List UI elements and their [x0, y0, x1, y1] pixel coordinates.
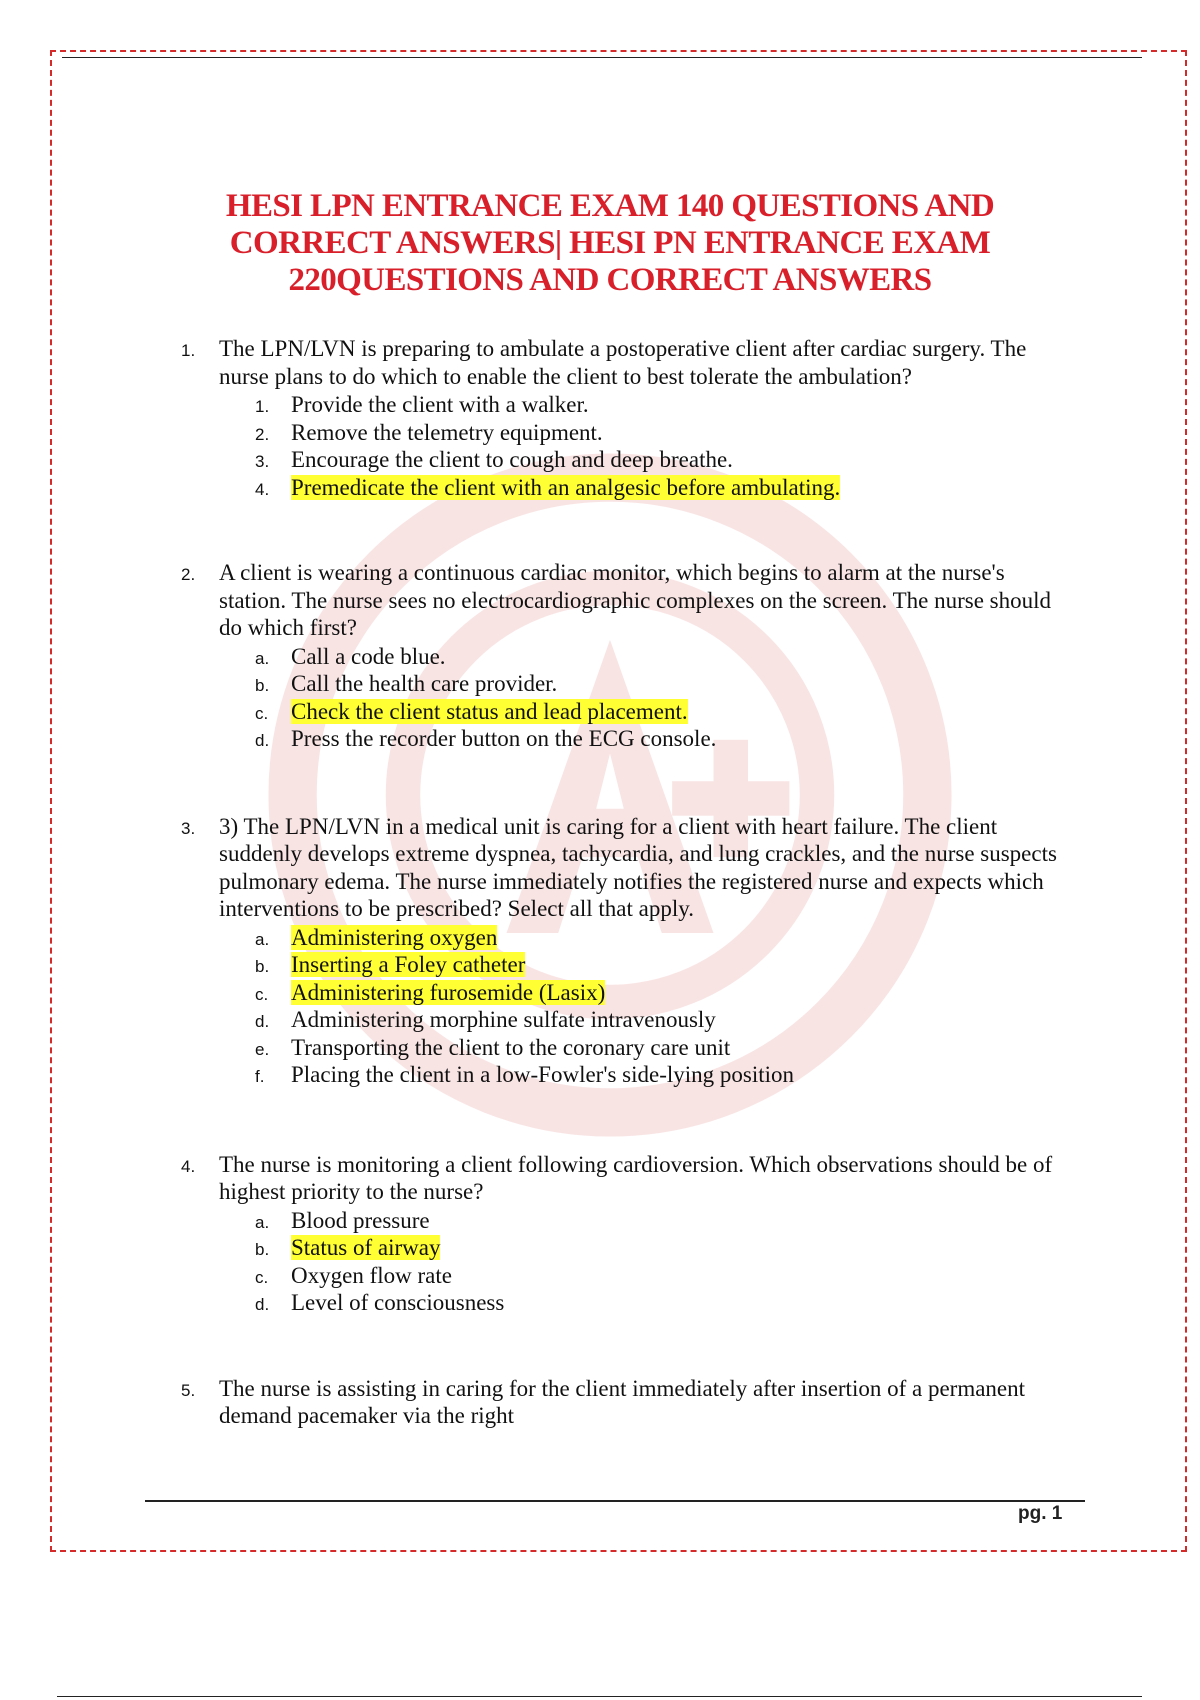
option-marker: e.: [255, 1039, 270, 1059]
options-list: [245, 1207, 1075, 1317]
option-text: Administering morphine sulfate intravenously: [291, 1007, 716, 1032]
option-marker: d.: [255, 1295, 270, 1314]
option-marker: a.: [255, 929, 270, 949]
option-item: [245, 1289, 1075, 1317]
question-number: 4.: [181, 1156, 196, 1176]
option-text: Call the health care provider.: [291, 671, 558, 696]
option-item: [245, 1061, 1075, 1089]
option-item: [245, 1234, 1075, 1262]
option-marker: 2.: [255, 424, 270, 444]
page-number: pg. 1: [1018, 1503, 1063, 1524]
option-item: [245, 643, 1075, 671]
option-item: [245, 725, 1075, 753]
option-text: Remove the telemetry equipment.: [291, 419, 603, 445]
option-marker: a.: [255, 648, 270, 668]
question-text: The nurse is monitoring a client following cardioversion. Which observations should be of highest priority to the nurse?: [219, 1151, 1053, 1204]
correct-answer-highlight: Status of airway: [291, 1235, 441, 1260]
options-list: [245, 643, 1075, 753]
option-marker: 3.: [255, 452, 270, 471]
option-marker: b.: [255, 676, 270, 695]
option-text: Press the recorder button on the ECG console.: [291, 726, 717, 751]
option-item: [245, 1207, 1075, 1235]
option-marker: b.: [255, 957, 270, 976]
option-marker: 4.: [255, 479, 270, 499]
question-number: 1.: [181, 341, 196, 360]
option-marker: c.: [255, 703, 269, 723]
option-item: [245, 1262, 1075, 1290]
option-marker: c.: [255, 1267, 269, 1287]
option-item: [245, 391, 1075, 419]
option-text: Placing the client in a low-Fowler's side-lying position: [291, 1062, 795, 1087]
question-list: [175, 335, 1075, 1430]
question-number: 2.: [181, 565, 196, 584]
option-item: [245, 474, 1075, 502]
option-item: [245, 951, 1075, 979]
option-text: Call a code blue.: [291, 643, 446, 669]
option-text: Encourage the client to cough and deep breathe.: [291, 447, 733, 472]
option-marker: 1.: [255, 397, 270, 416]
option-marker: b.: [255, 1240, 270, 1259]
question-text: 3) The LPN/LVN in a medical unit is caring for a client with heart failure. The client suddenly develops extreme dyspnea, tachycardia, and lung crackles, and the nurse suspects pulmonary edema. The nurse immediately notifies the registered nurse and expects which interventions to be prescribed? Select all that apply.: [219, 813, 1057, 921]
question-item: [175, 559, 1075, 753]
question-number: 3.: [181, 818, 196, 838]
question-text: The LPN/LVN is preparing to ambulate a postoperative client after cardiac surgery. The nurse plans to do which to enable the client to best tolerate the ambulation?: [219, 336, 1027, 389]
options-list: [245, 391, 1075, 501]
document-title: HESI LPN ENTRANCE EXAM 140 QUESTIONS AND CORRECT ANSWERS| HESI PN ENTRANCE EXAM 220QUESTIONS AND CORRECT ANSWERS: [225, 188, 995, 298]
option-item: [245, 670, 1075, 698]
question-text: The nurse is assisting in caring for the client immediately after insertion of a permanent demand pacemaker via the right: [219, 1375, 1026, 1428]
option-text: Oxygen flow rate: [291, 1262, 452, 1288]
correct-answer-highlight: Administering furosemide (Lasix): [291, 979, 606, 1005]
page-bottom-rule: [57, 1696, 1142, 1697]
options-list: [245, 924, 1075, 1089]
option-marker: d.: [255, 1012, 270, 1031]
correct-answer-highlight: Inserting a Foley catheter: [291, 952, 526, 977]
option-item: [245, 979, 1075, 1007]
option-text: Transporting the client to the coronary care unit: [291, 1034, 731, 1060]
option-item: [245, 446, 1075, 474]
option-marker: a.: [255, 1212, 270, 1232]
option-text: Level of consciousness: [291, 1290, 505, 1315]
option-marker: c.: [255, 984, 269, 1004]
question-number: 5.: [181, 1380, 196, 1400]
correct-answer-highlight: Premedicate the client with an analgesic before ambulating.: [291, 474, 841, 500]
top-rule: [62, 57, 1142, 58]
question-text: A client is wearing a continuous cardiac monitor, which begins to alarm at the nurse's station. The nurse sees no electrocardiographic complexes on the screen. The nurse should do which first?: [219, 560, 1051, 640]
question-item: [175, 1151, 1075, 1317]
question-item: [175, 335, 1075, 501]
option-text: Blood pressure: [291, 1207, 430, 1233]
footer-rule: [145, 1500, 1085, 1502]
option-marker: d.: [255, 731, 270, 750]
option-text: Provide the client with a walker.: [291, 392, 589, 417]
option-item: [245, 419, 1075, 447]
question-item: [175, 1375, 1075, 1430]
option-item: [245, 698, 1075, 726]
option-item: [245, 924, 1075, 952]
correct-answer-highlight: Administering oxygen: [291, 924, 498, 950]
option-marker: f.: [255, 1067, 265, 1086]
correct-answer-highlight: Check the client status and lead placement.: [291, 698, 688, 724]
option-item: [245, 1006, 1075, 1034]
question-item: [175, 813, 1075, 1089]
option-item: [245, 1034, 1075, 1062]
